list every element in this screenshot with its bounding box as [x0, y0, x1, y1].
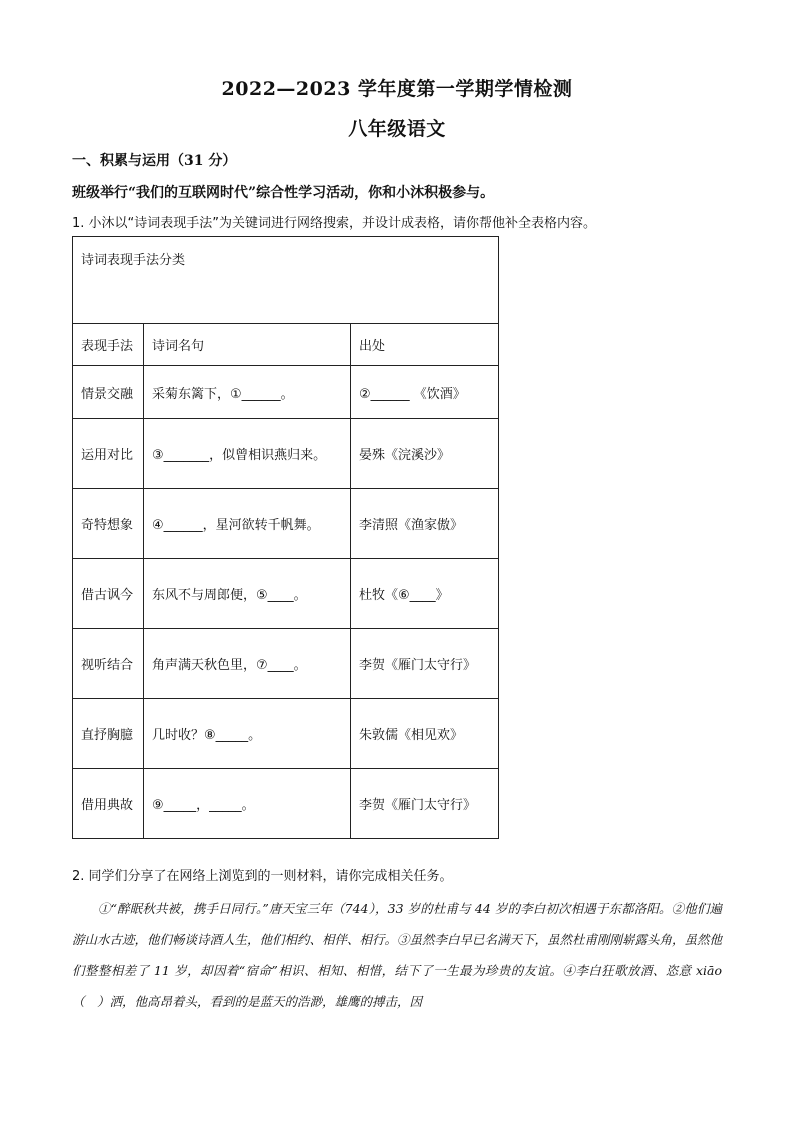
source-cell: 李贺《雁门太守行》 — [351, 769, 499, 839]
verse-cell: 角声满天秋色里，⑦____。 — [144, 629, 351, 699]
table-row — [73, 769, 499, 839]
source-cell: ②______ 《饮酒》 — [351, 366, 499, 419]
technique-cell: 情景交融 — [73, 366, 144, 419]
table-row — [73, 366, 499, 419]
verse-cell: ⑨_____，_____。 — [144, 769, 351, 839]
table-row — [73, 559, 499, 629]
technique-cell: 运用对比 — [73, 419, 144, 489]
verse-cell: 采菊东篱下，①______。 — [144, 366, 351, 419]
technique-cell: 借用典故 — [73, 769, 144, 839]
verse-cell: ④______，星河欲转千帆舞。 — [144, 489, 351, 559]
reading-passage: ①“醉眠秋共被，携手日同行。”唐天宝三年（744），33 岁的杜甫与 44 岁的李白初次相遇于东都洛阳。②他们遍游山水古迹，他们畅谈诗酒人生，他们相约、相伴、相行。③虽然李白早已名满天下，虽然杜甫刚刚崭露头角，虽然他们整整相差了 11 岁，却因着“宿命”相识、相知、相惜，结下了一生最为珍贵的友谊。④李白狂歌放酒、恣意 xiāo（ ）洒，他高昂着头，看到的是蓝天的浩渺，雄鹰的搏击，因 — [72, 901, 723, 1009]
technique-cell: 借古讽今 — [73, 559, 144, 629]
source-cell: 晏殊《浣溪沙》 — [351, 419, 499, 489]
column-header-source: 出处 — [351, 324, 499, 366]
section-heading: 一、积累与运用（31 分） — [72, 153, 237, 169]
exam-subtitle: 八年级语文 — [348, 118, 446, 140]
activity-intro: 班级举行“我们的互联网时代”综合性学习活动，你和小沐积极参与。 — [72, 185, 495, 201]
technique-cell: 视听结合 — [73, 629, 144, 699]
table-row — [73, 629, 499, 699]
source-cell: 杜牧《⑥____》 — [351, 559, 499, 629]
verse-cell: ③_______，似曾相识燕归来。 — [144, 419, 351, 489]
question-2-prompt: 2. 同学们分享了在网络上浏览到的一则材料，请你完成相关任务。 — [72, 869, 453, 884]
exam-title: 2022—2023 学年度第一学期学情检测 — [221, 78, 573, 100]
technique-cell: 奇特想象 — [73, 489, 144, 559]
source-cell: 李清照《渔家傲》 — [351, 489, 499, 559]
column-header-verse: 诗词名句 — [144, 324, 351, 366]
column-header-technique: 表现手法 — [73, 324, 144, 366]
table-row — [73, 419, 499, 489]
poetry-techniques-table — [72, 236, 499, 839]
verse-cell: 东风不与周郎便，⑤____。 — [144, 559, 351, 629]
source-cell: 朱敦儒《相见欢》 — [351, 699, 499, 769]
table-row — [73, 699, 499, 769]
table-caption: 诗词表现手法分类 — [73, 237, 499, 324]
technique-cell: 直抒胸臆 — [73, 699, 144, 769]
verse-cell: 几时收？⑧_____。 — [144, 699, 351, 769]
question-1-prompt: 1. 小沐以“诗词表现手法”为关键词进行网络搜索，并设计成表格，请你帮他补全表格内容。 — [72, 216, 597, 231]
table-row — [73, 489, 499, 559]
source-cell: 李贺《雁门太守行》 — [351, 629, 499, 699]
